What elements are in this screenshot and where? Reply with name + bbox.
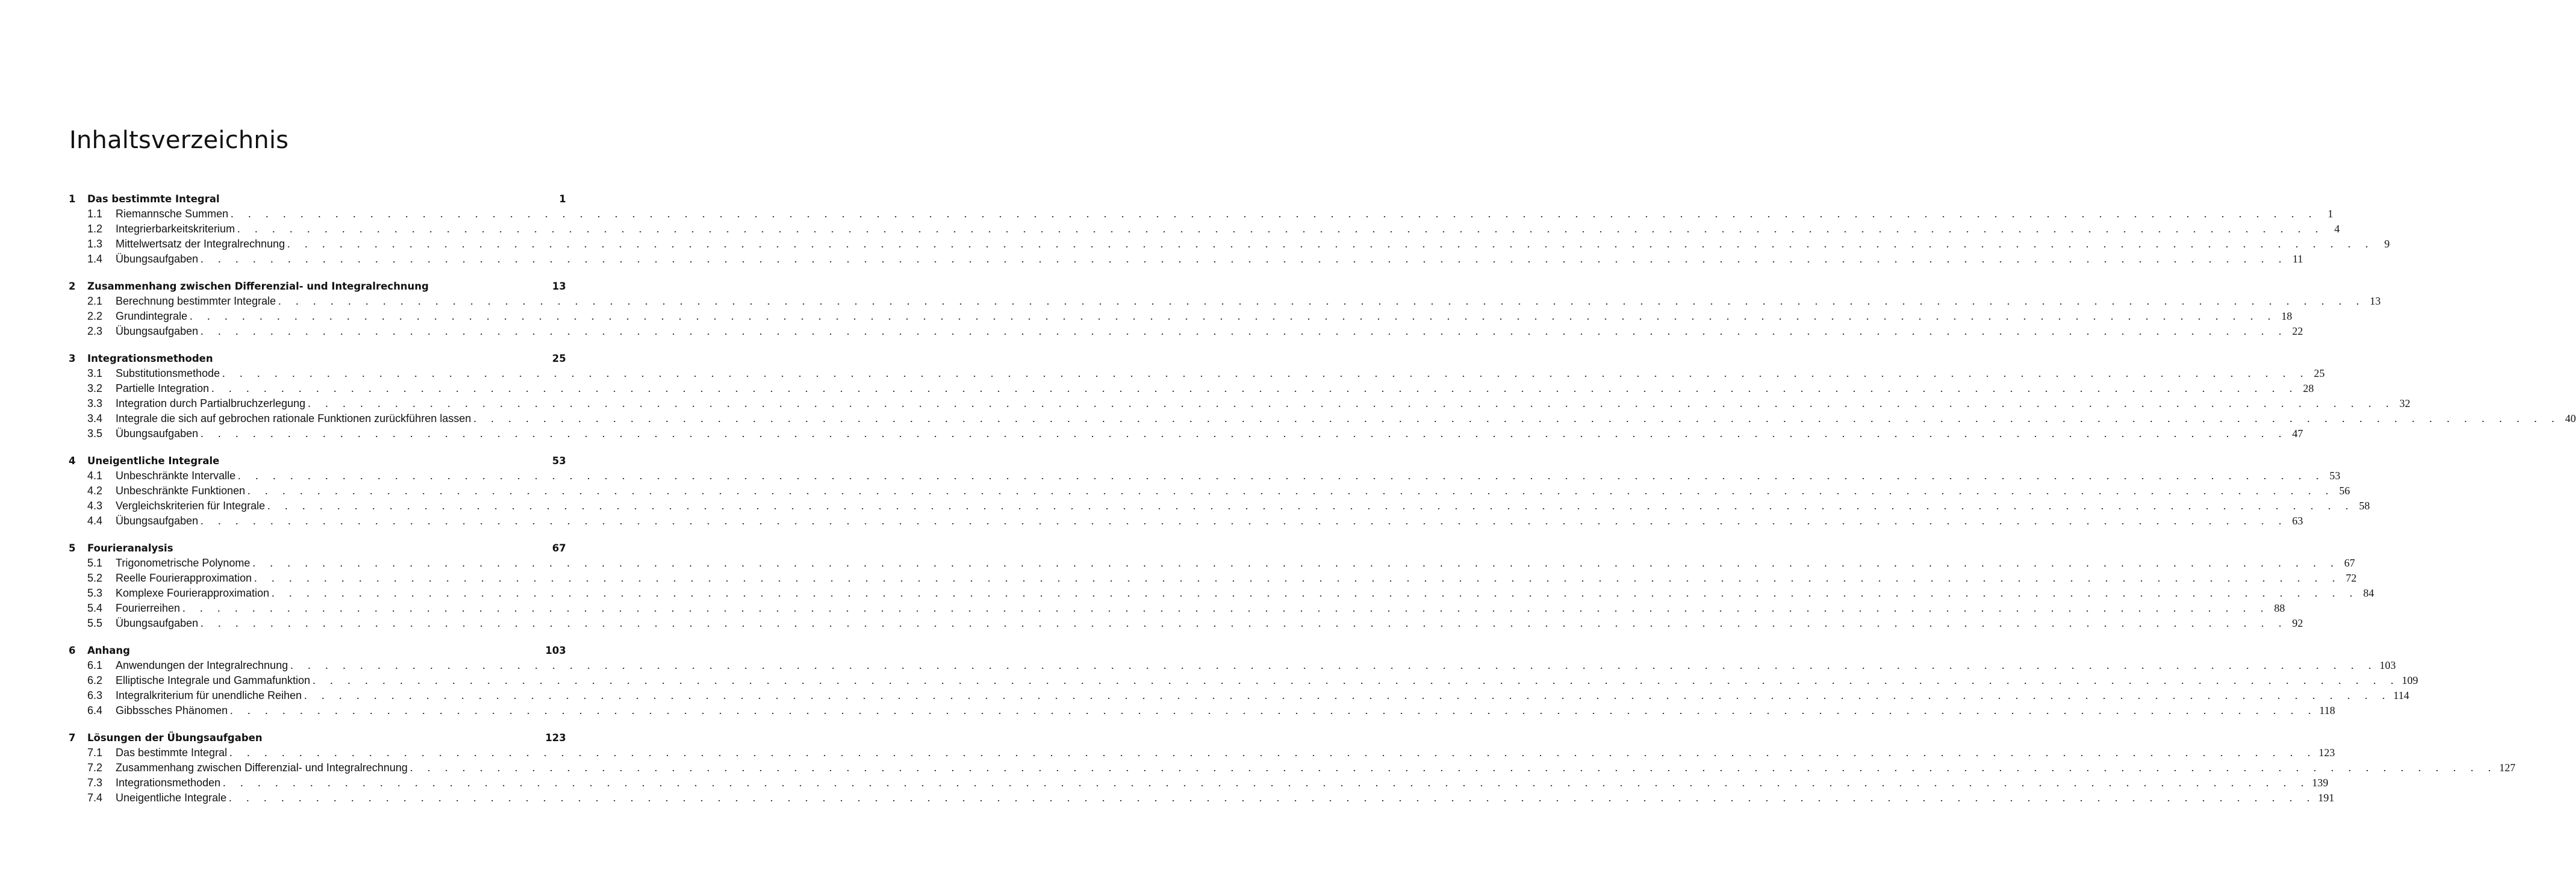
toc-section-row[interactable] <box>69 760 2516 775</box>
toc-chapter-row[interactable] <box>69 643 566 658</box>
section-page-number: 109 <box>2401 674 2418 686</box>
dot-leader: . . . . . . . . . . . . . . . . . . . . . . . . . . . . . . . . . . . . . . . . . . . . . . . . . . . . . . . . . . . . . . . . . . . . . . . . . . . . . . . . . . . . . . . . . . . . . . . . . . . . . . . . . . . . . . . . . . . . . . . . <box>201 427 2288 440</box>
toc-chapter-row[interactable] <box>69 279 566 294</box>
section-number: 3.4 <box>87 412 103 424</box>
toc-chapter <box>69 191 2390 267</box>
dot-leader: . . . . . . . . . . . . . . . . . . . . . . . . . . . . . . . . . . . . . . . . . . . . . . . . . . . . . . . . . . . . . . . . . . . . . . . . . . . . . . . . . . . . . . . . . . . . . . . . . . . . . . . . . . . . . . . . . . . . . . . . <box>231 208 2318 220</box>
section-number: 3.2 <box>87 382 103 394</box>
section-number: 6.1 <box>87 659 103 671</box>
section-number: 5.1 <box>87 557 103 569</box>
toc-chapter <box>69 541 2374 631</box>
section-number: 2.2 <box>87 310 103 322</box>
toc-section-row[interactable] <box>69 586 2374 601</box>
table-of-contents <box>69 191 2576 818</box>
section-title: Komplexe Fourierapproximation <box>116 586 272 601</box>
dot-leader: . . . . . . . . . . . . . . . . . . . . . . . . . . . . . . . . . . . . . . . . . . . . . . . . . . . . . . . . . . . . . . . . . . . . . . . . . . . . . . . . . . . . . . . . . . . . . . . . . . . . . . . . . . . . . . . . . . . . . . . . <box>229 792 2316 804</box>
dot-leader: . . . . . . . . . . . . . . . . . . . . . . . . . . . . . . . . . . . . . . . . . . . . . . . . . . . . . . . . . . . . . . . . . . . . . . . . . . . . . . . . . . . . . . . . . . . . . . . . . . . . . . . . . . . . . . . . . . . . . . . . <box>201 253 2288 265</box>
dot-leader: . . . . . . . . . . . . . . . . . . . . . . . . . . . . . . . . . . . . . . . . . . . . . . . . . . . . . . . . . . . . . . . . . . . . . . . . . . . . . . . . . . . . . . . . . . . . . . . . . . . . . . . . . . . . . . . . . . . . . . . . <box>229 747 2316 759</box>
dot-leader: . . . . . . . . . . . . . . . . . . . . . . . . . . . . . . . . . . . . . . . . . . . . . . . . . . . . . . . . . . . . . . . . . . . . . . . . . . . . . . . . . . . . . . . . . . . . . . . . . . . . . . . . . . . . . . . . . . . . . . . . <box>237 223 2324 235</box>
toc-chapter-row[interactable] <box>69 730 566 745</box>
toc-chapter-row[interactable] <box>69 541 566 556</box>
section-page-number: 40 <box>2565 412 2576 424</box>
chapter-page-number: 67 <box>552 542 566 554</box>
section-title: Elliptische Integrale und Gammafunktion <box>116 673 313 688</box>
toc-chapter <box>69 730 2516 806</box>
section-page-number: 18 <box>2281 310 2292 322</box>
toc-section-row[interactable] <box>69 499 2370 514</box>
dot-leader: . . . . . . . . . . . . . . . . . . . . . . . . . . . . . . . . . . . . . . . . . . . . . . . . . . . . . . . . . . . . . . . . . . . . . . . . . . . . . . . . . . . . . . . . . . . . . . . . . . . . . . . . . . . . . . . . . . . . . . . . <box>272 587 2359 599</box>
toc-section-row[interactable] <box>69 366 2325 381</box>
section-title: Partielle Integration <box>116 381 211 396</box>
section-page-number: 1 <box>2327 208 2333 220</box>
toc-section-row[interactable] <box>69 324 2303 339</box>
section-title: Vergleichskriterien für Integrale <box>116 499 267 514</box>
dot-leader: . . . . . . . . . . . . . . . . . . . . . . . . . . . . . . . . . . . . . . . . . . . . . . . . . . . . . . . . . . . . . . . . . . . . . . . . . . . . . . . . . . . . . . . . . . . . . . . . . . . . . . . . . . . . . . . . . . . . . . . . <box>201 325 2288 337</box>
dot-leader: . . . . . . . . . . . . . . . . . . . . . . . . . . . . . . . . . . . . . . . . . . . . . . . . . . . . . . . . . . . . . . . . . . . . . . . . . . . . . . . . . . . . . . . . . . . . . . . . . . . . . . . . . . . . . . . . . . . . . . . . <box>290 659 2377 671</box>
chapter-title: Anhang <box>87 645 130 656</box>
dot-leader: . . . . . . . . . . . . . . . . . . . . . . . . . . . . . . . . . . . . . . . . . . . . . . . . . . . . . . . . . . . . . . . . . . . . . . . . . . . . . . . . . . . . . . . . . . . . . . . . . . . . . . . . . . . . . . . . . . . . . . . . <box>287 238 2374 250</box>
section-title: Integrationsmethoden <box>116 775 223 791</box>
section-page-number: 103 <box>2379 659 2396 671</box>
dot-leader: . . . . . . . . . . . . . . . . . . . . . . . . . . . . . . . . . . . . . . . . . . . . . . . . . . . . . . . . . . . . . . . . . . . . . . . . . . . . . . . . . . . . . . . . . . . . . . . . . . . . . . . . . . . . . . . . . . . . . . . . <box>304 689 2391 701</box>
section-page-number: 58 <box>2359 500 2370 512</box>
toc-section-row[interactable] <box>69 775 2329 791</box>
toc-section-row[interactable] <box>69 396 2410 411</box>
section-page-number: 9 <box>2384 238 2390 250</box>
section-number: 4.3 <box>87 500 103 512</box>
section-number: 5.3 <box>87 587 103 599</box>
chapter-number: 6 <box>69 645 76 656</box>
section-title: Uneigentliche Integrale <box>116 791 229 806</box>
dot-leader: . . . . . . . . . . . . . . . . . . . . . . . . . . . . . . . . . . . . . . . . . . . . . . . . . . . . . . . . . . . . . . . . . . . . . . . . . . . . . . . . . . . . . . . . . . . . . . . . . . . . . . . . . . . . . . . . . . . . . . . . <box>409 762 2497 774</box>
section-page-number: 13 <box>2369 295 2381 307</box>
section-title: Integrale die sich auf gebrochen rationale Funktionen zurückführen lassen <box>116 411 473 426</box>
dot-leader: . . . . . . . . . . . . . . . . . . . . . . . . . . . . . . . . . . . . . . . . . . . . . . . . . . . . . . . . . . . . . . . . . . . . . . . . . . . . . . . . . . . . . . . . . . . . . . . . . . . . . . . . . . . . . . . . . . . . . . . . <box>222 367 2309 379</box>
dot-leader: . . . . . . . . . . . . . . . . . . . . . . . . . . . . . . . . . . . . . . . . . . . . . . . . . . . . . . . . . . . . . . . . . . . . . . . . . . . . . . . . . . . . . . . . . . . . . . . . . . . . . . . . . . . . . . . . . . . . . . . . <box>252 557 2339 569</box>
section-page-number: 123 <box>2318 747 2335 759</box>
chapter-number: 5 <box>69 542 76 554</box>
chapter-number: 2 <box>69 281 76 292</box>
section-number: 4.2 <box>87 485 103 497</box>
chapter-page-number: 123 <box>545 732 566 744</box>
toc-section-row[interactable] <box>69 658 2396 673</box>
toc-chapter-row[interactable] <box>69 191 566 207</box>
section-number: 3.5 <box>87 427 103 440</box>
section-number: 6.3 <box>87 689 103 701</box>
section-number: 4.1 <box>87 470 103 482</box>
section-page-number: 11 <box>2292 253 2303 265</box>
chapter-title: Das bestimmte Integral <box>87 193 220 205</box>
toc-chapter <box>69 453 2370 529</box>
section-title: Integration durch Partialbruchzerlegung <box>116 396 308 411</box>
toc-section-row[interactable] <box>69 222 2340 237</box>
dot-leader: . . . . . . . . . . . . . . . . . . . . . . . . . . . . . . . . . . . . . . . . . . . . . . . . . . . . . . . . . . . . . . . . . . . . . . . . . . . . . . . . . . . . . . . . . . . . . . . . . . . . . . . . . . . . . . . . . . . . . . . . <box>473 412 2560 424</box>
toc-chapter <box>69 643 2418 718</box>
section-title: Berechnung bestimmter Integrale <box>116 294 278 309</box>
section-title: Übungsaufgaben <box>116 324 201 339</box>
toc-section-row[interactable] <box>69 556 2355 571</box>
section-title: Grundintegrale <box>116 309 190 324</box>
dot-leader: . . . . . . . . . . . . . . . . . . . . . . . . . . . . . . . . . . . . . . . . . . . . . . . . . . . . . . . . . . . . . . . . . . . . . . . . . . . . . . . . . . . . . . . . . . . . . . . . . . . . . . . . . . . . . . . . . . . . . . . . <box>313 674 2400 686</box>
section-title: Substitutionsmethode <box>116 366 222 381</box>
section-number: 3.3 <box>87 397 103 409</box>
dot-leader: . . . . . . . . . . . . . . . . . . . . . . . . . . . . . . . . . . . . . . . . . . . . . . . . . . . . . . . . . . . . . . . . . . . . . . . . . . . . . . . . . . . . . . . . . . . . . . . . . . . . . . . . . . . . . . . . . . . . . . . . <box>211 382 2298 394</box>
section-page-number: 67 <box>2344 557 2355 569</box>
section-title: Unbeschränkte Intervalle <box>116 468 238 483</box>
dot-leader: . . . . . . . . . . . . . . . . . . . . . . . . . . . . . . . . . . . . . . . . . . . . . . . . . . . . . . . . . . . . . . . . . . . . . . . . . . . . . . . . . . . . . . . . . . . . . . . . . . . . . . . . . . . . . . . . . . . . . . . . <box>190 310 2277 322</box>
section-page-number: 47 <box>2292 427 2303 440</box>
chapter-title: Fourieranalysis <box>87 542 173 554</box>
chapter-title: Lösungen der Übungsaufgaben <box>87 732 263 744</box>
section-number: 5.5 <box>87 617 103 629</box>
section-title: Reelle Fourierapproximation <box>116 571 254 586</box>
dot-leader: . . . . . . . . . . . . . . . . . . . . . . . . . . . . . . . . . . . . . . . . . . . . . . . . . . . . . . . . . . . . . . . . . . . . . . . . . . . . . . . . . . . . . . . . . . . . . . . . . . . . . . . . . . . . . . . . . . . . . . . . <box>182 602 2270 614</box>
section-page-number: 4 <box>2334 223 2340 235</box>
section-number: 1.1 <box>87 208 103 220</box>
dot-leader: . . . . . . . . . . . . . . . . . . . . . . . . . . . . . . . . . . . . . . . . . . . . . . . . . . . . . . . . . . . . . . . . . . . . . . . . . . . . . . . . . . . . . . . . . . . . . . . . . . . . . . . . . . . . . . . . . . . . . . . . <box>247 485 2335 497</box>
toc-section-row[interactable] <box>69 237 2390 252</box>
section-title: Übungsaufgaben <box>116 514 201 529</box>
dot-leader: . . . . . . . . . . . . . . . . . . . . . . . . . . . . . . . . . . . . . . . . . . . . . . . . . . . . . . . . . . . . . . . . . . . . . . . . . . . . . . . . . . . . . . . . . . . . . . . . . . . . . . . . . . . . . . . . . . . . . . . . <box>201 617 2288 629</box>
section-page-number: 118 <box>2319 704 2335 716</box>
toc-chapter-row[interactable] <box>69 453 566 468</box>
dot-leader: . . . . . . . . . . . . . . . . . . . . . . . . . . . . . . . . . . . . . . . . . . . . . . . . . . . . . . . . . . . . . . . . . . . . . . . . . . . . . . . . . . . . . . . . . . . . . . . . . . . . . . . . . . . . . . . . . . . . . . . . <box>267 500 2354 512</box>
chapter-page-number: 1 <box>559 193 566 205</box>
section-number: 5.2 <box>87 572 103 584</box>
chapter-number: 4 <box>69 455 76 467</box>
section-page-number: 56 <box>2339 485 2350 497</box>
section-number: 7.3 <box>87 777 103 789</box>
section-title: Gibbssches Phänomen <box>116 703 230 718</box>
section-number: 1.4 <box>87 253 103 265</box>
section-title: Integralkriterium für unendliche Reihen <box>116 688 304 703</box>
toc-section-row[interactable] <box>69 791 2335 806</box>
section-page-number: 114 <box>2393 689 2410 701</box>
toc-section-row[interactable] <box>69 294 2381 309</box>
dot-leader: . . . . . . . . . . . . . . . . . . . . . . . . . . . . . . . . . . . . . . . . . . . . . . . . . . . . . . . . . . . . . . . . . . . . . . . . . . . . . . . . . . . . . . . . . . . . . . . . . . . . . . . . . . . . . . . . . . . . . . . . <box>308 397 2395 409</box>
section-number: 6.4 <box>87 704 103 716</box>
chapter-title: Zusammenhang zwischen Differenzial- und Integralrechnung <box>87 281 429 292</box>
chapter-number: 7 <box>69 732 76 744</box>
toc-section-row[interactable] <box>69 411 2576 426</box>
toc-section-row[interactable] <box>69 309 2292 324</box>
section-page-number: 139 <box>2312 777 2329 789</box>
section-number: 7.2 <box>87 762 103 774</box>
section-title: Riemannsche Summen <box>116 207 231 222</box>
dot-leader: . . . . . . . . . . . . . . . . . . . . . . . . . . . . . . . . . . . . . . . . . . . . . . . . . . . . . . . . . . . . . . . . . . . . . . . . . . . . . . . . . . . . . . . . . . . . . . . . . . . . . . . . . . . . . . . . . . . . . . . . <box>201 515 2288 527</box>
chapter-title: Uneigentliche Integrale <box>87 455 220 467</box>
toc-section-row[interactable] <box>69 688 2410 703</box>
section-number: 5.4 <box>87 602 103 614</box>
section-page-number: 25 <box>2313 367 2325 379</box>
toc-section-row[interactable] <box>69 745 2335 760</box>
section-number: 2.1 <box>87 295 103 307</box>
toc-section-row[interactable] <box>69 468 2341 483</box>
section-page-number: 88 <box>2274 602 2285 614</box>
section-number: 1.2 <box>87 223 103 235</box>
section-page-number: 191 <box>2318 792 2335 804</box>
section-title: Übungsaufgaben <box>116 616 201 631</box>
chapter-number: 1 <box>69 193 76 205</box>
chapter-title: Integrationsmethoden <box>87 353 213 364</box>
section-title: Das bestimmte Integral <box>116 745 229 760</box>
section-title: Übungsaufgaben <box>116 252 201 267</box>
dot-leader: . . . . . . . . . . . . . . . . . . . . . . . . . . . . . . . . . . . . . . . . . . . . . . . . . . . . . . . . . . . . . . . . . . . . . . . . . . . . . . . . . . . . . . . . . . . . . . . . . . . . . . . . . . . . . . . . . . . . . . . . <box>223 777 2310 789</box>
toc-section-row[interactable] <box>69 514 2303 529</box>
section-page-number: 84 <box>2363 587 2374 599</box>
chapter-number: 3 <box>69 353 76 364</box>
section-number: 4.4 <box>87 515 103 527</box>
section-title: Anwendungen der Integralrechnung <box>116 658 290 673</box>
section-number: 2.3 <box>87 325 103 337</box>
toc-section-row[interactable] <box>69 426 2303 441</box>
section-title: Integrierbarkeitskriterium <box>116 222 237 237</box>
section-title: Zusammenhang zwischen Differenzial- und Integralrechnung <box>116 760 410 775</box>
chapter-page-number: 103 <box>545 645 566 656</box>
section-number: 3.1 <box>87 367 103 379</box>
section-page-number: 72 <box>2345 572 2357 584</box>
section-title: Übungsaufgaben <box>116 426 201 441</box>
section-page-number: 63 <box>2292 515 2303 527</box>
chapter-page-number: 53 <box>552 455 566 467</box>
section-number: 6.2 <box>87 674 103 686</box>
section-page-number: 53 <box>2329 470 2341 482</box>
toc-chapter-row[interactable] <box>69 351 566 366</box>
toc-section-row[interactable] <box>69 252 2303 267</box>
section-number: 1.3 <box>87 238 103 250</box>
chapter-page-number: 25 <box>552 353 566 364</box>
toc-section-row[interactable] <box>69 616 2303 631</box>
section-page-number: 28 <box>2303 382 2314 394</box>
toc-chapter <box>69 279 2381 339</box>
toc-section-row[interactable] <box>69 207 2333 222</box>
section-page-number: 22 <box>2292 325 2303 337</box>
page-title: Inhaltsverzeichnis <box>69 126 289 154</box>
chapter-page-number: 13 <box>552 281 566 292</box>
section-title: Mittelwertsatz der Integralrechnung <box>116 237 287 252</box>
toc-section-row[interactable] <box>69 673 2418 688</box>
section-title: Trigonometrische Polynome <box>116 556 252 571</box>
dot-leader: . . . . . . . . . . . . . . . . . . . . . . . . . . . . . . . . . . . . . . . . . . . . . . . . . . . . . . . . . . . . . . . . . . . . . . . . . . . . . . . . . . . . . . . . . . . . . . . . . . . . . . . . . . . . . . . . . . . . . . . . <box>278 295 2365 307</box>
dot-leader: . . . . . . . . . . . . . . . . . . . . . . . . . . . . . . . . . . . . . . . . . . . . . . . . . . . . . . . . . . . . . . . . . . . . . . . . . . . . . . . . . . . . . . . . . . . . . . . . . . . . . . . . . . . . . . . . . . . . . . . . <box>238 470 2325 482</box>
toc-chapter <box>69 351 2576 441</box>
toc-section-row[interactable] <box>69 571 2357 586</box>
section-number: 7.1 <box>87 747 103 759</box>
dot-leader: . . . . . . . . . . . . . . . . . . . . . . . . . . . . . . . . . . . . . . . . . . . . . . . . . . . . . . . . . . . . . . . . . . . . . . . . . . . . . . . . . . . . . . . . . . . . . . . . . . . . . . . . . . . . . . . . . . . . . . . . <box>230 704 2317 716</box>
section-page-number: 127 <box>2499 762 2516 774</box>
section-title: Unbeschränkte Funktionen <box>116 483 247 499</box>
toc-section-row[interactable] <box>69 483 2350 499</box>
toc-section-row[interactable] <box>69 703 2335 718</box>
section-number: 7.4 <box>87 792 103 804</box>
section-title: Fourierreihen <box>116 601 182 616</box>
toc-section-row[interactable] <box>69 381 2314 396</box>
section-page-number: 32 <box>2399 397 2410 409</box>
toc-section-row[interactable] <box>69 601 2285 616</box>
dot-leader: . . . . . . . . . . . . . . . . . . . . . . . . . . . . . . . . . . . . . . . . . . . . . . . . . . . . . . . . . . . . . . . . . . . . . . . . . . . . . . . . . . . . . . . . . . . . . . . . . . . . . . . . . . . . . . . . . . . . . . . . <box>254 572 2341 584</box>
section-page-number: 92 <box>2292 617 2303 629</box>
